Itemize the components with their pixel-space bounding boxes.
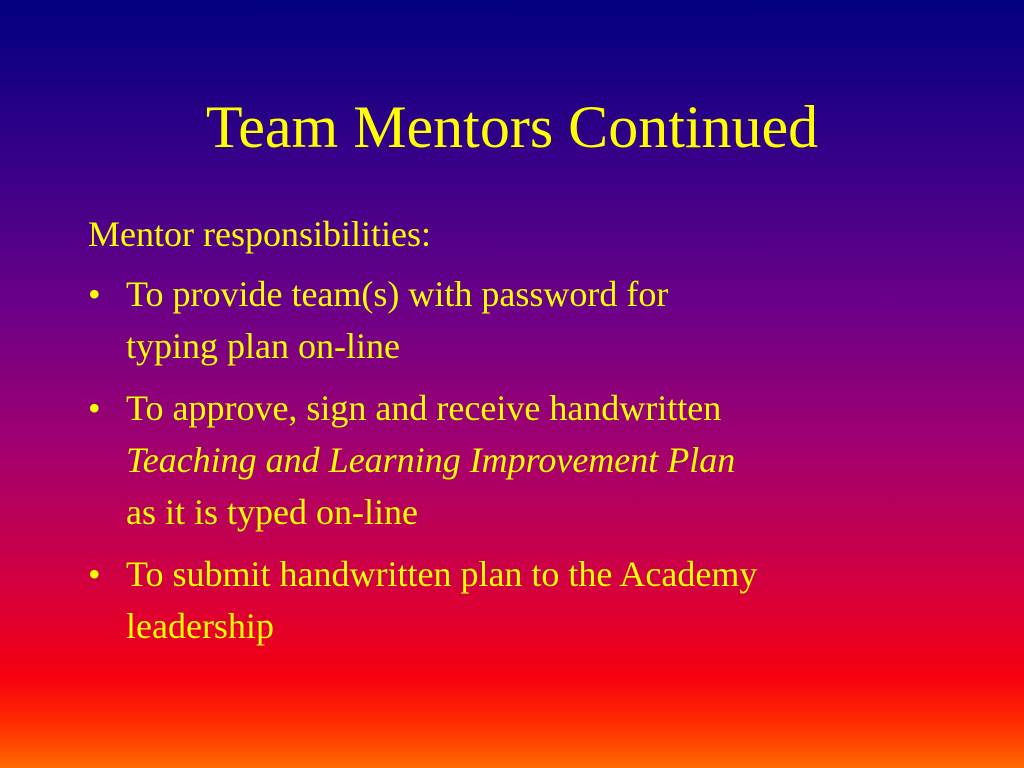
bullet-line: as it is typed on-line bbox=[126, 492, 418, 532]
bullet-list bbox=[88, 268, 948, 652]
bullet-item bbox=[88, 382, 948, 538]
plan-title-text: Teaching and Learning Improvement Plan bbox=[126, 440, 736, 480]
bullet-line: To approve, sign and receive handwritten bbox=[126, 388, 722, 428]
bullet-icon: • bbox=[88, 554, 101, 594]
slide-body bbox=[88, 208, 948, 662]
bullet-line: leadership bbox=[126, 606, 274, 646]
bullet-line: typing plan on-line bbox=[126, 326, 400, 366]
intro-text: Mentor responsibilities: bbox=[88, 214, 431, 254]
bullet-item bbox=[88, 548, 948, 652]
bullet-icon: • bbox=[88, 388, 101, 428]
slide-title: Team Mentors Continued bbox=[205, 94, 819, 160]
bullet-icon: • bbox=[88, 274, 101, 314]
bullet-item bbox=[88, 268, 948, 372]
bullet-line: To provide team(s) with password for bbox=[126, 274, 669, 314]
bullet-line: To submit handwritten plan to the Academy bbox=[126, 554, 758, 594]
